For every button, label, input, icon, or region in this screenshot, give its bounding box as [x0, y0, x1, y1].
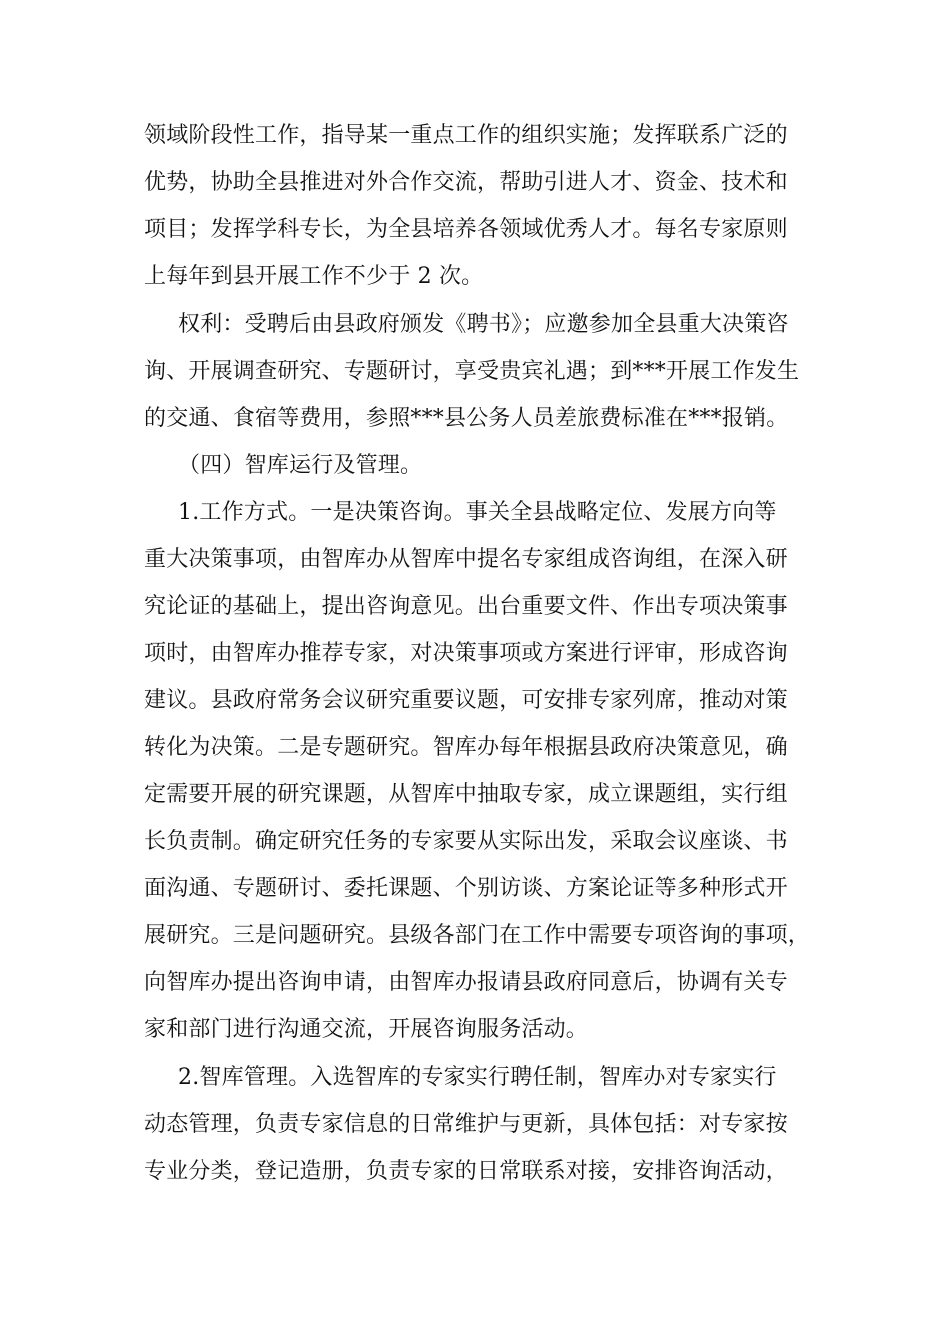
text-line: 的交通、食宿等费用，参照***县公务人员差旅费标准在***报销。: [144, 406, 789, 431]
text-line: 专业分类，登记造册，负责专家的日常联系对接，安排咨询活动，: [144, 1159, 788, 1184]
text-line: 权利：受聘后由县政府颁发《聘书》；应邀参加全县重大决策咨: [178, 312, 789, 337]
text-line: 优势，协助全县推进对外合作交流，帮助引进人才、资金、技术和: [144, 170, 788, 195]
text-line: 展研究。三是问题研究。县级各部门在工作中需要专项咨询的事项，: [144, 923, 811, 948]
section-heading: （四）智库运行及管理。: [178, 453, 423, 478]
text-line: 询、开展调查研究、专题研讨，享受贵宾礼遇；到***开展工作发生: [144, 359, 800, 384]
text-line: 领域阶段性工作，指导某一重点工作的组织实施；发挥联系广泛的: [144, 123, 788, 148]
text-line: 长负责制。确定研究任务的专家要从实际出发，采取会议座谈、书: [144, 829, 788, 854]
text-line: 动态管理，负责专家信息的日常维护与更新，具体包括：对专家按: [144, 1112, 788, 1137]
text-line: 转化为决策。二是专题研究。智库办每年根据县政府决策意见，确: [144, 735, 788, 760]
text-line: 面沟通、专题研讨、委托课题、个别访谈、方案论证等多种形式开: [144, 876, 788, 901]
text-line: 究论证的基础上，提出咨询意见。出台重要文件、作出专项决策事: [144, 594, 788, 619]
text-line: 重大决策事项，由智库办从智库中提名专家组成咨询组，在深入研: [144, 547, 788, 572]
text-line: 建议。县政府常务会议研究重要议题，可安排专家列席，推动对策: [144, 688, 788, 713]
text-line: 项时，由智库办推荐专家，对决策事项或方案进行评审，形成咨询: [144, 641, 788, 666]
text-line: 2.智库管理。入选智库的专家实行聘任制，智库办对专家实行: [178, 1065, 777, 1090]
text-line: 家和部门进行沟通交流，开展咨询服务活动。: [144, 1017, 589, 1042]
text-line: 向智库办提出咨询申请，由智库办报请县政府同意后，协调有关专: [144, 970, 788, 995]
text-line: 项目；发挥学科专长，为全县培养各领域优秀人才。每名专家原则: [144, 217, 788, 242]
text-line: 上每年到县开展工作不少于 2 次。: [144, 264, 484, 289]
text-line: 1.工作方式。一是决策咨询。事关全县战略定位、发展方向等: [178, 500, 777, 525]
text-line: 定需要开展的研究课题，从智库中抽取专家，成立课题组，实行组: [144, 782, 788, 807]
